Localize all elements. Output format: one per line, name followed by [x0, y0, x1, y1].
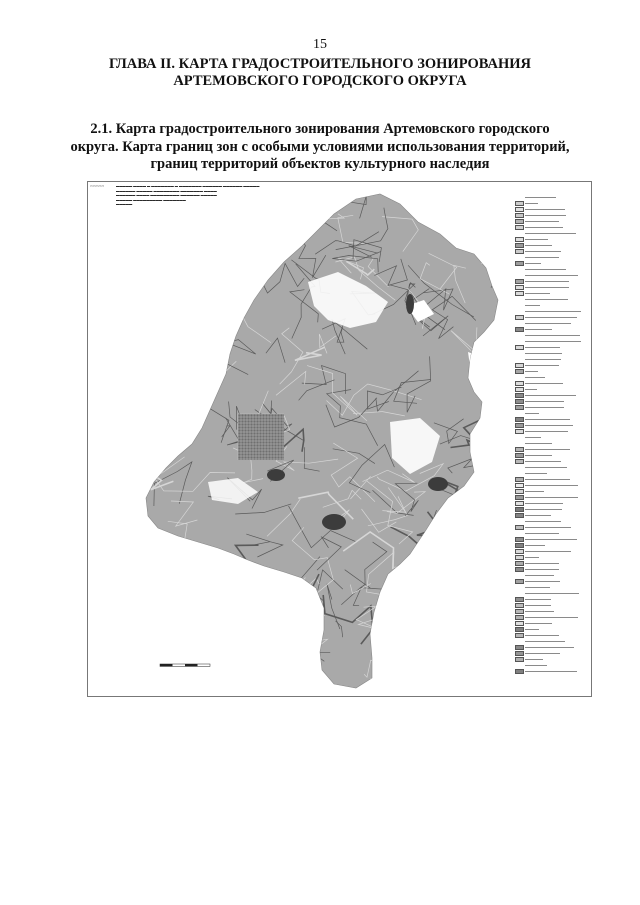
scale-bar-icon: [160, 664, 210, 666]
zoning-map: [87, 181, 592, 697]
chapter-title: ГЛАВА II. КАРТА ГРАДОСТРОИТЕЛЬНОГО ЗОНИРОВАНИЯ АРТЕМОВСКОГО ГОРОДСКОГО ОКРУГА: [108, 56, 532, 89]
map-legend: [515, 194, 585, 689]
section-title: 2.1. Карта градостроительного зонирования Артемовского городского округа. Карта границ зон с особыми условиями использования территорий, границ территорий объектов культурного наследия: [70, 121, 570, 172]
page-number: 15: [313, 37, 327, 52]
map-header-decoration: ▬▬▬▬▬ ▬▬▬▬ ▬ ▬▬▬▬▬▬▬ ▬ ▬▬▬▬▬▬▬ ▬▬▬▬▬▬ ▬▬▬▬▬▬ ▬▬▬▬▬ ▬▬▬▬▬▬ ▬▬▬▬▬ ▬▬▬▬▬▬▬▬ ▬▬▬▬▬▬▬ ▬▬▬▬ ▬▬▬▬▬▬ ▬▬▬▬ ▬▬▬▬▬▬▬▬▬ ▬▬▬▬▬▬ ▬▬▬▬▬ ▬▬▬▬▬ ▬▬▬▬▬▬▬▬▬ ▬▬▬▬▬▬▬ ▬▬▬▬▬: [116, 184, 260, 207]
map-corner-mark: ▭▭▭▭▭: [90, 184, 105, 188]
